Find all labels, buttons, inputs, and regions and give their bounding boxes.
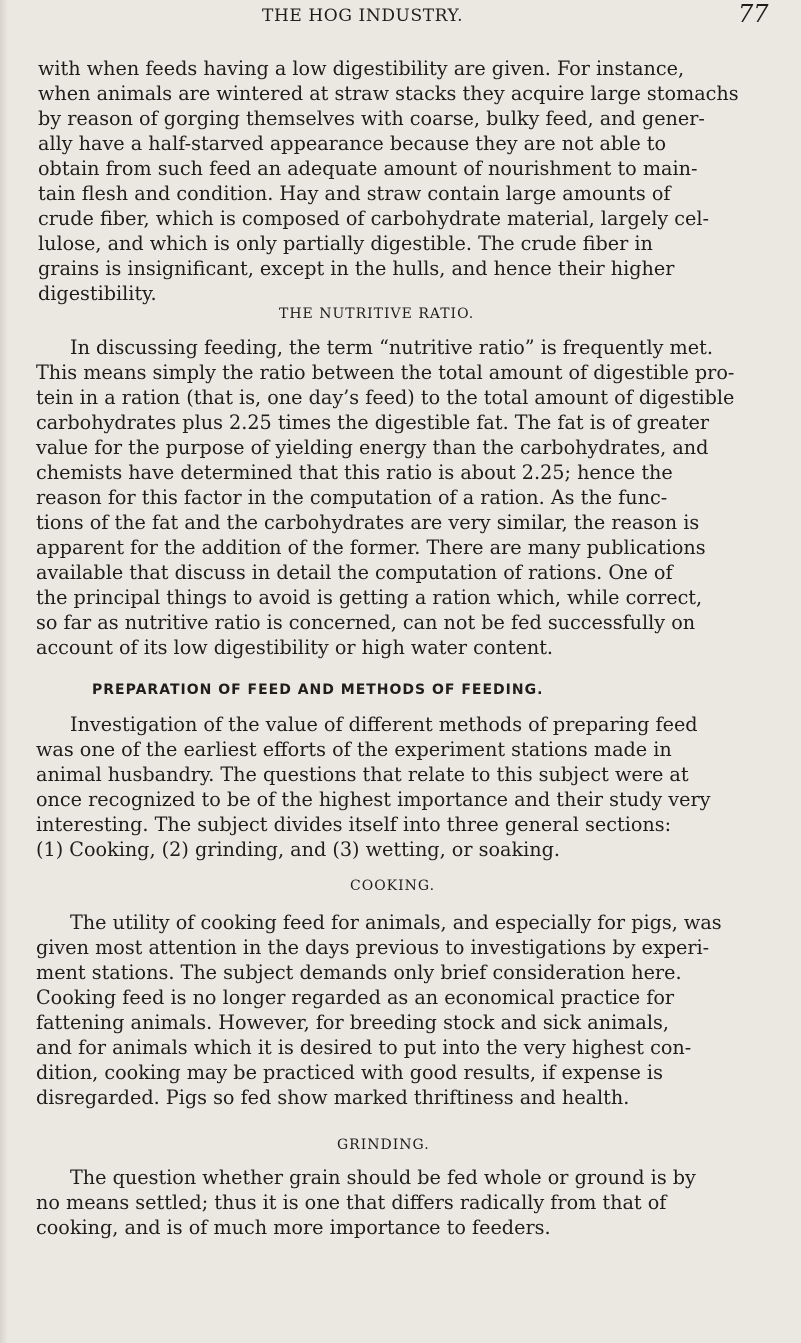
text-line: once recognized to be of the highest importance and their study very bbox=[36, 788, 711, 811]
text-line: chemists have determined that this ratio is about 2.25; hence the bbox=[36, 461, 673, 484]
text-line: grains is insignificant, except in the hulls, and hence their higher bbox=[38, 257, 675, 280]
text-line: This means simply the ratio between the total amount of digestible pro- bbox=[36, 361, 735, 384]
text-line: cooking, and is of much more importance to feeders. bbox=[36, 1216, 551, 1239]
section-heading-nutritive-ratio: THE NUTRITIVE RATIO. bbox=[279, 306, 475, 322]
text-line: digestibility. bbox=[38, 282, 157, 305]
text-line: tain flesh and condition. Hay and straw contain large amounts of bbox=[38, 182, 671, 205]
text-line: interesting. The subject divides itself into three general sections: bbox=[36, 813, 672, 836]
text-line: available that discuss in detail the computation of rations. One of bbox=[36, 561, 673, 584]
text-line: with when feeds having a low digestibility are given. For instance, bbox=[38, 57, 685, 80]
text-line: reason for this factor in the computation of a ration. As the func- bbox=[36, 486, 668, 509]
text-line: no means settled; thus it is one that differs radically from that of bbox=[36, 1191, 667, 1214]
text-line: when animals are wintered at straw stacks they acquire large stomachs bbox=[38, 82, 739, 105]
section-heading-cooking: COOKING. bbox=[350, 878, 436, 894]
running-title: THE HOG INDUSTRY. bbox=[262, 6, 464, 26]
text-line: given most attention in the days previous to investigations by experi- bbox=[36, 936, 710, 959]
text-line: value for the purpose of yielding energy than the carbohydrates, and bbox=[36, 436, 709, 459]
text-line: (1) Cooking, (2) grinding, and (3) wetting, or soaking. bbox=[36, 838, 560, 861]
text-line: and for animals which it is desired to put into the very highest con- bbox=[36, 1036, 692, 1059]
text-line: Cooking feed is no longer regarded as an economical practice for bbox=[36, 986, 675, 1009]
text-line: obtain from such feed an adequate amount of nourishment to main- bbox=[38, 157, 698, 180]
text-line: tions of the fat and the carbohydrates are very similar, the reason is bbox=[36, 511, 700, 534]
text-line: by reason of gorging themselves with coarse, bulky feed, and gener- bbox=[38, 107, 705, 130]
text-line: In discussing feeding, the term “nutritive ratio” is frequently met. bbox=[70, 336, 713, 359]
text-line: carbohydrates plus 2.25 times the digestible fat. The fat is of greater bbox=[36, 411, 710, 434]
text-line: The question whether grain should be fed whole or ground is by bbox=[70, 1166, 696, 1189]
text-line: Investigation of the value of different methods of preparing feed bbox=[70, 713, 698, 736]
text-line: fattening animals. However, for breeding stock and sick animals, bbox=[36, 1011, 669, 1034]
text-line: lulose, and which is only partially digestible. The crude fiber in bbox=[38, 232, 653, 255]
text-line: ment stations. The subject demands only brief consideration here. bbox=[36, 961, 682, 984]
section-heading-preparation: PREPARATION OF FEED AND METHODS OF FEEDING. bbox=[92, 682, 544, 698]
text-line: account of its low digestibility or high water content. bbox=[36, 636, 554, 659]
section-heading-grinding: GRINDING. bbox=[337, 1137, 430, 1153]
page-number: 77 bbox=[738, 0, 769, 28]
text-line: ally have a half-starved appearance because they are not able to bbox=[38, 132, 667, 155]
text-line: apparent for the addition of the former. There are many publications bbox=[36, 536, 706, 559]
text-line: was one of the earliest efforts of the experiment stations made in bbox=[36, 738, 672, 761]
text-line: animal husbandry. The questions that relate to this subject were at bbox=[36, 763, 689, 786]
text-line: the principal things to avoid is getting a ration which, while correct, bbox=[36, 586, 703, 609]
text-line: dition, cooking may be practiced with good results, if expense is bbox=[36, 1061, 663, 1084]
text-line: crude fiber, which is composed of carbohydrate material, largely cel- bbox=[38, 207, 709, 230]
text-line: disregarded. Pigs so fed show marked thriftiness and health. bbox=[36, 1086, 630, 1109]
text-line: The utility of cooking feed for animals, and especially for pigs, was bbox=[70, 911, 722, 934]
text-line: tein in a ration (that is, one day’s feed) to the total amount of digestible bbox=[36, 386, 735, 409]
text-line: so far as nutritive ratio is concerned, can not be fed successfully on bbox=[36, 611, 696, 634]
